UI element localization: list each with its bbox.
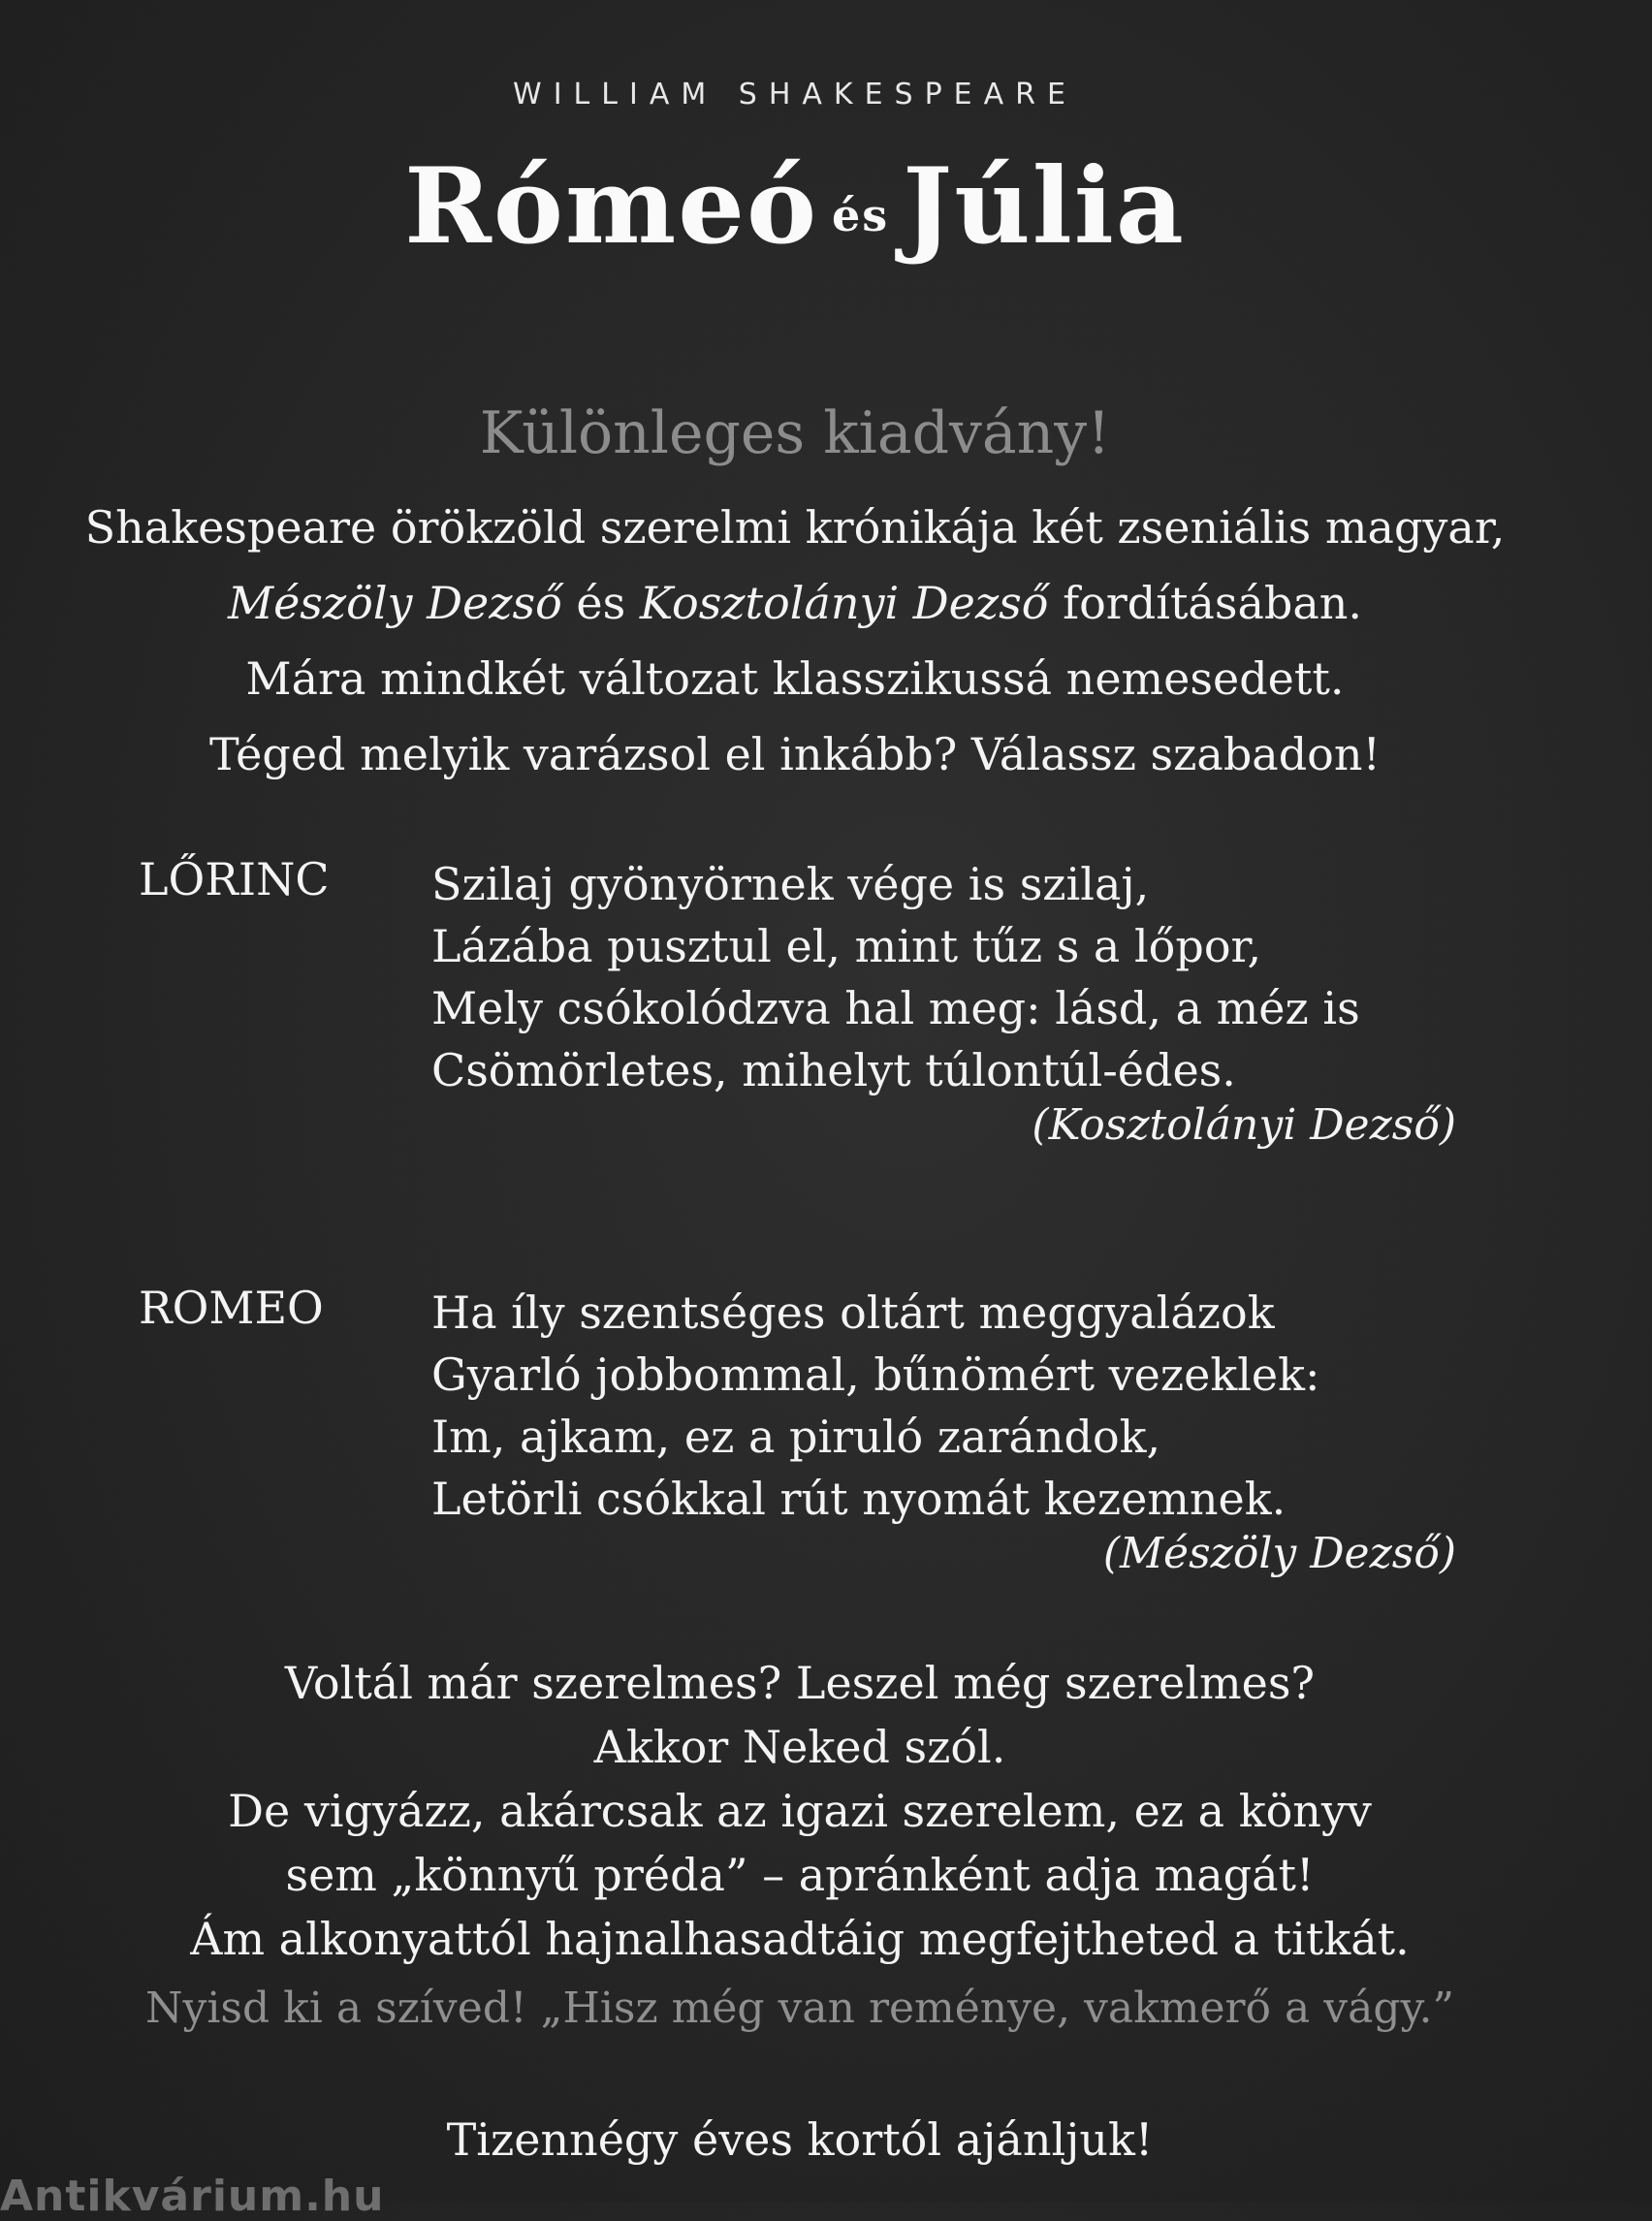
intro-line-4: Téged melyik varázsol el inkább? Válassz szabadon! [209,728,1381,780]
outro-text [0,1651,1600,1971]
verse-line: Im, ajkam, ez a piruló zarándok, [431,1411,1161,1463]
verse-line: Szilaj gyönyörnek vége is szilaj, [431,858,1150,910]
intro-line-2-end: fordításában. [1048,577,1363,629]
translator-meszoly: Mészöly Dezső [227,577,562,629]
outro-line: De vigyázz, akárcsak az igazi szerelem, ez a könyv [228,1785,1372,1837]
intro-line-1: Shakespeare örökzöld szerelmi krónikája két zseniális magyar, [84,501,1506,554]
outro-line: sem „könnyű préda” – apránként adja magát! [285,1849,1315,1901]
verse-line: Gyarló jobbommal, bűnömért vezeklek: [431,1348,1320,1401]
outro-line: Ám alkonyattól hajnalhasadtáig megfejtheted a titkát. [190,1913,1410,1965]
intro-and: és [561,577,640,629]
verse-line: Lázába pusztul el, mint tűz s a lőpor, [431,920,1262,972]
intro-line-3: Mára mindkét változat klasszikussá nemesedett. [245,652,1345,705]
verse-line: Ha íly szentséges oltárt meggyalázok [431,1286,1275,1339]
title-romeo: Rómeó [404,145,818,268]
outro-line: Voltál már szerelmes? Leszel még szerelmes? [284,1657,1316,1709]
excerpt-2-credit: (Mészöly Dezső) [1102,1529,1456,1578]
excerpt-2-verse [431,1282,1320,1530]
excerpt-2-speaker: ROMEO [139,1282,324,1334]
title-and: és [831,188,890,241]
book-title [0,145,1590,268]
outro-line: Akkor Neked szól. [593,1721,1006,1773]
age-recommendation: Tizennégy éves kortól ajánljuk! [446,2113,1154,2166]
excerpt-1-credit: (Kosztolányi Dezső) [1032,1100,1456,1150]
verse-line: Letörli csókkal rút nyomát kezemnek. [431,1473,1287,1525]
excerpt-1-speaker: LŐRINC [139,853,330,905]
author-name: WILLIAM SHAKESPEARE [513,78,1077,111]
excerpt-1-verse [431,853,1360,1101]
title-julia: Júlia [903,145,1186,268]
intro-line-2 [0,565,1590,641]
watermark: Antikvárium.hu [0,2172,385,2221]
special-edition-tagline: Különleges kiadvány! [479,399,1111,467]
verse-line: Csömörletes, mihelyt túlontúl-édes. [431,1044,1236,1096]
intro-text [0,490,1590,792]
verse-line: Mely csókolódzva hal meg: lásd, a méz is [431,982,1360,1034]
translator-kosztolanyi: Kosztolányi Dezső [639,577,1049,629]
invite-quote: Nyisd ki a szíved! „Hisz még van reménye, vakmerő a vágy.” [144,1983,1454,2033]
